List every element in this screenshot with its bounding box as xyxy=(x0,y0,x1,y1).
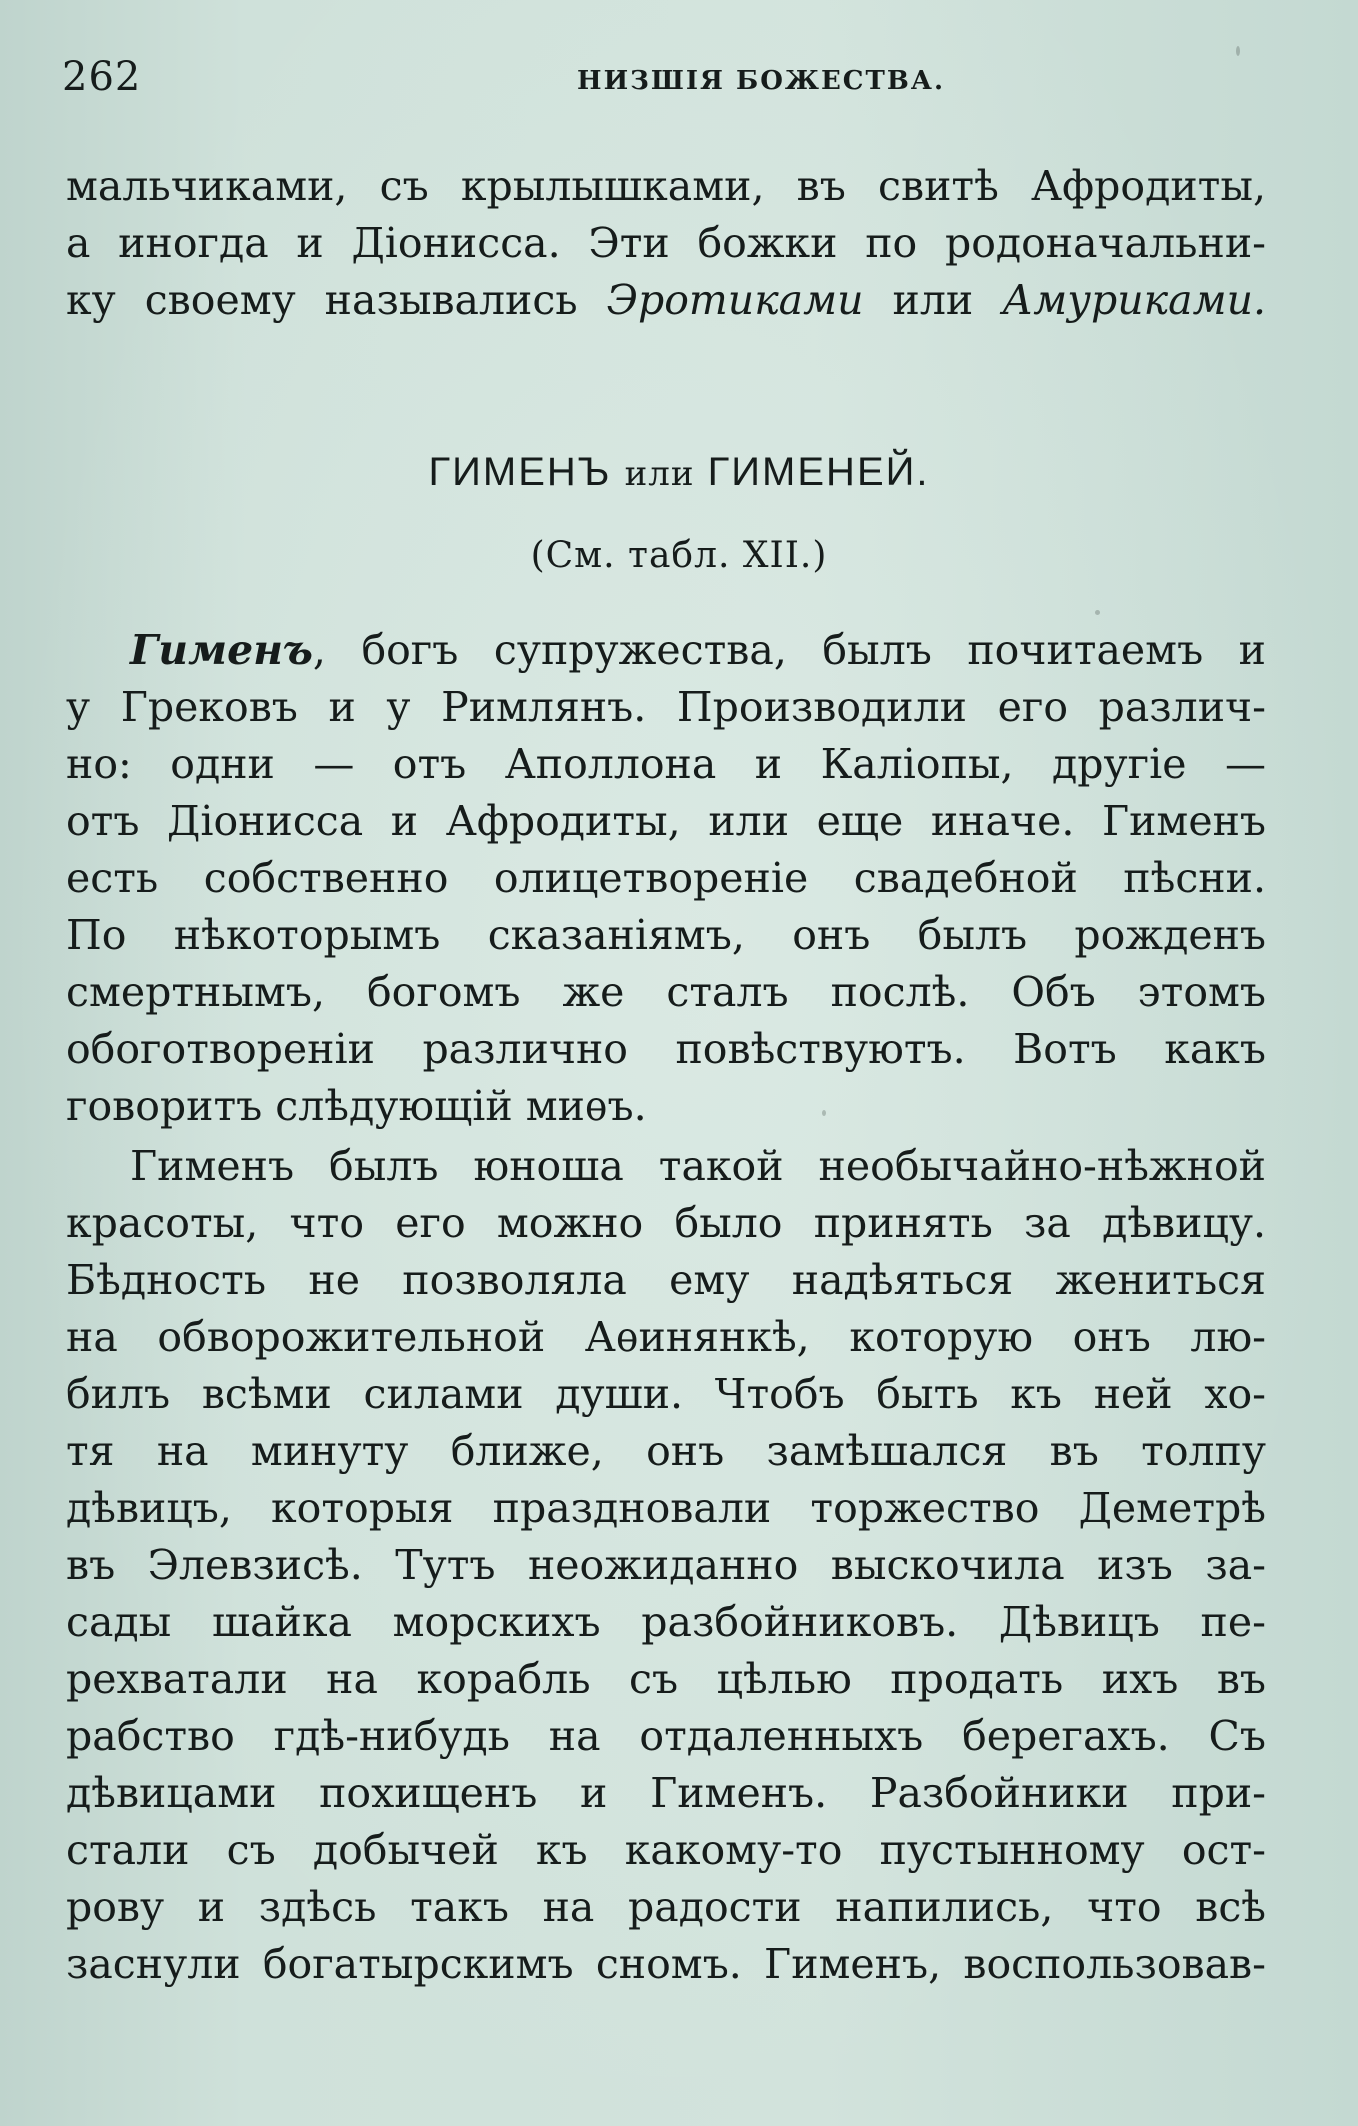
ink-speck xyxy=(822,1110,826,1116)
lead-word: Гименъ xyxy=(130,626,313,674)
page-number: 262 xyxy=(62,54,142,100)
emphasized-term-amuriki: Амуриками. xyxy=(1002,276,1267,324)
section-heading xyxy=(0,450,1358,495)
heading-name-gimen: ГИМЕНЪ xyxy=(428,450,612,494)
text-line: есть собственно олицетвореніе свадебной пѣсни. xyxy=(66,854,1266,902)
text-line: рехватали на корабль съ цѣлью продать ихъ въ xyxy=(66,1655,1266,1703)
text-line: но: одни — отъ Аполлона и Каліопы, другіе — xyxy=(66,740,1266,788)
text-line: тя на минуту ближе, онъ замѣшался въ толпу xyxy=(66,1427,1266,1475)
paragraph-1 xyxy=(66,622,1266,1135)
text-line: дѣвицами похищенъ и Гименъ. Разбойники при- xyxy=(66,1769,1266,1817)
text-line: По нѣкоторымъ сказаніямъ, онъ былъ рожденъ xyxy=(66,911,1266,959)
text-line: въ Элевзисѣ. Тутъ неожиданно выскочила изъ за- xyxy=(66,1541,1266,1589)
text-line xyxy=(66,272,1266,329)
text-line: говоритъ слѣдующій миѳъ. xyxy=(66,1082,647,1130)
text-line: билъ всѣми силами души. Чтобъ быть къ ней хо- xyxy=(66,1370,1266,1418)
emphasized-term-erotiki: Эротиками xyxy=(606,276,864,324)
text-line: а иногда и Діонисса. Эти божки по родоначальни- xyxy=(66,219,1266,267)
text-line: сады шайка морскихъ разбойниковъ. Дѣвицъ пе- xyxy=(66,1598,1266,1646)
text-line: заснули богатырскимъ сномъ. Гименъ, воспользовав- xyxy=(66,1940,1266,1988)
text-segment: ку своему назывались xyxy=(66,276,607,324)
text-line: отъ Діонисса и Афродиты, или еще иначе. Гименъ xyxy=(66,797,1266,845)
text-line: у Грековъ и у Римлянъ. Производили его различ- xyxy=(66,683,1266,731)
text-segment: или xyxy=(863,276,1003,324)
running-title: НИЗШІЯ БОЖЕСТВА. xyxy=(577,66,946,96)
text-line: Бѣдность не позволяла ему надѣяться жениться xyxy=(66,1256,1266,1304)
heading-name-gimenei: ГИМЕНЕЙ. xyxy=(707,450,930,494)
text-line: рабство гдѣ-нибудь на отдаленныхъ берегахъ. Съ xyxy=(66,1712,1266,1760)
text-line: красоты, что его можно было принять за дѣвицу. xyxy=(66,1199,1266,1247)
table-reference: (См. табл. XII.) xyxy=(530,535,828,576)
text-line: Гименъ былъ юноша такой необычайно-нѣжной xyxy=(130,1142,1266,1190)
intro-paragraph xyxy=(66,158,1266,329)
text-line: мальчиками, съ крылышками, въ свитѣ Афродиты, xyxy=(66,162,1266,210)
ink-speck xyxy=(1236,46,1240,56)
text-line: рову и здѣсь такъ на радости напились, что всѣ xyxy=(66,1883,1266,1931)
paragraph-2 xyxy=(66,1138,1266,1993)
running-head xyxy=(62,54,1282,104)
text-line xyxy=(66,622,1266,679)
text-line: на обворожительной Аѳинянкѣ, которую онъ лю- xyxy=(66,1313,1266,1361)
text-line: стали съ добычей къ какому-то пустынному ост- xyxy=(66,1826,1266,1874)
ink-speck xyxy=(1095,610,1100,615)
text-segment: , богъ супружества, былъ почитаемъ и xyxy=(312,626,1266,674)
text-line: обоготвореніи различно повѣствуютъ. Вотъ какъ xyxy=(66,1025,1266,1073)
heading-connector: или xyxy=(624,454,695,494)
text-line: смертнымъ, богомъ же сталъ послѣ. Объ этомъ xyxy=(66,968,1266,1016)
text-line: дѣвицъ, которыя праздновали торжество Деметрѣ xyxy=(66,1484,1266,1532)
